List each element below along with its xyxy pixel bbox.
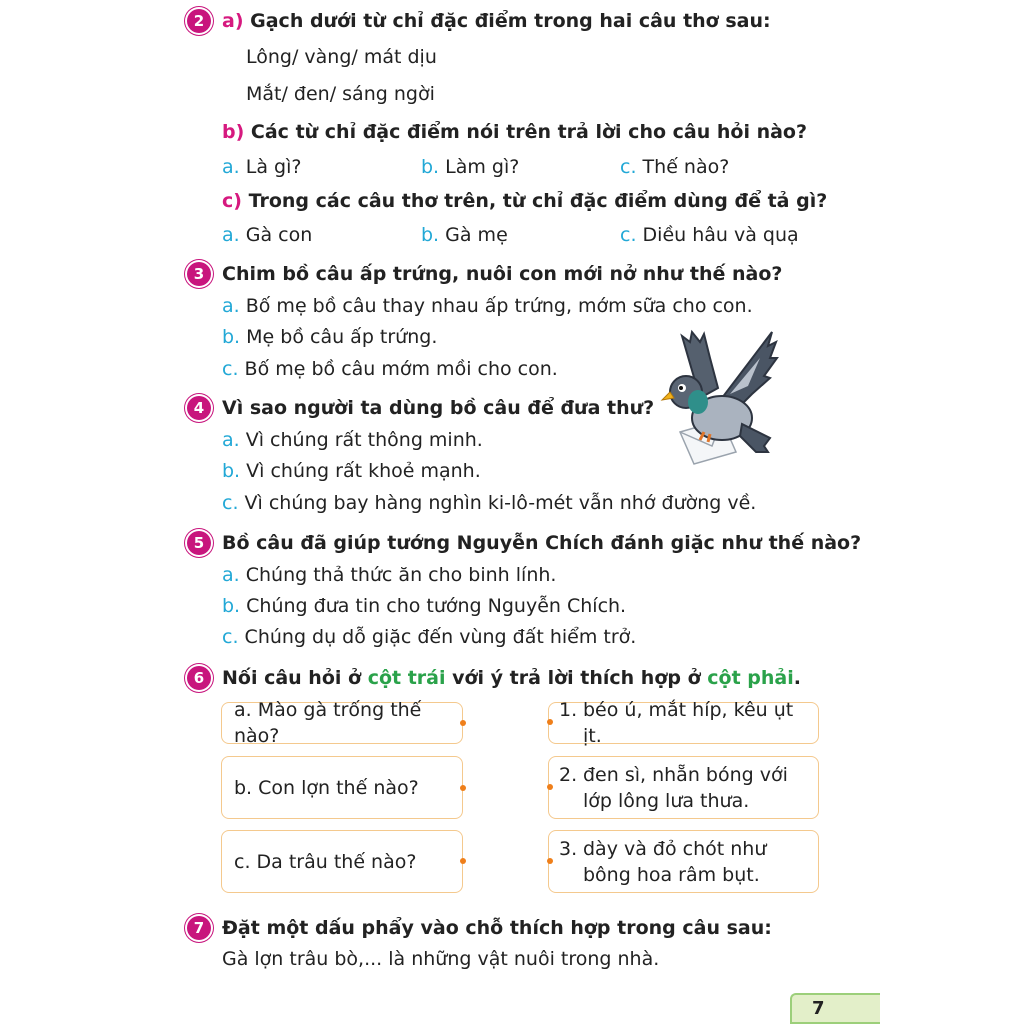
q2c-option-b: b. Gà mẹ [421, 224, 508, 246]
pigeon-with-letter-illustration [660, 328, 780, 468]
match-left-c[interactable]: c. Da trâu thế nào? [221, 830, 463, 893]
q3-option-b: b. Mẹ bồ câu ấp trứng. [222, 326, 438, 348]
question-number-5: 5 [187, 531, 211, 555]
q2a-prompt [222, 9, 771, 33]
q3-option-a: a. Bố mẹ bồ câu thay nhau ấp trứng, mớm sữa cho con. [222, 295, 753, 317]
question-number-3: 3 [187, 262, 211, 286]
poem-line-1: Lông/ vàng/ mát dịu [246, 46, 437, 68]
q5-text: Bồ câu đã giúp tướng Nguyễn Chích đánh giặc như thế nào? [222, 532, 862, 554]
q2b-label: b) [222, 121, 245, 143]
q4-option-b: b. Vì chúng rất khoẻ mạnh. [222, 460, 481, 482]
question-number-7: 7 [187, 916, 211, 940]
q2b-option-a: a. Là gì? [222, 156, 302, 178]
match-right-3[interactable]: 3. dày và đỏ chót như bông hoa râm bụt. [548, 830, 819, 893]
q2b-prompt [222, 120, 807, 144]
question-number-6: 6 [187, 666, 211, 690]
q2a-label: a) [222, 10, 244, 32]
q5-option-c: c. Chúng dụ dỗ giặc đến vùng đất hiểm trở. [222, 626, 637, 648]
q5-option-b: b. Chúng đưa tin cho tướng Nguyễn Chích. [222, 595, 627, 617]
q2b-text: Các từ chỉ đặc điểm nói trên trả lời cho câu hỏi nào? [250, 121, 807, 143]
match-dot-right-1[interactable] [547, 719, 553, 725]
match-dot-left-c[interactable] [460, 858, 466, 864]
match-dot-right-3[interactable] [547, 858, 553, 864]
question-number-4: 4 [187, 396, 211, 420]
match-right-1[interactable]: 1. béo ú, mắt híp, kêu ụt ịt. [548, 702, 819, 744]
q4-option-a: a. Vì chúng rất thông minh. [222, 429, 483, 451]
match-dot-left-b[interactable] [460, 785, 466, 791]
q7-sentence: Gà lợn trâu bò,... là những vật nuôi trong nhà. [222, 948, 660, 970]
q5-option-a: a. Chúng thả thức ăn cho binh lính. [222, 564, 557, 586]
left-column-label: cột trái [367, 667, 446, 689]
match-right-2[interactable]: 2. đen sì, nhẵn bóng với lớp lông lưa thưa. [548, 756, 819, 819]
match-left-a[interactable]: a. Mào gà trống thế nào? [221, 702, 463, 744]
q4-option-c: c. Vì chúng bay hàng nghìn ki-lô-mét vẫn nhớ đường về. [222, 492, 757, 514]
q2c-text: Trong các câu thơ trên, từ chỉ đặc điểm dùng để tả gì? [248, 190, 828, 212]
page-number: 7 [812, 998, 825, 1019]
page-number-tab [790, 993, 880, 1024]
match-dot-left-a[interactable] [460, 720, 466, 726]
q3-option-c: c. Bố mẹ bồ câu mớm mồi cho con. [222, 358, 558, 380]
q6-text: Nối câu hỏi ở cột trái với ý trả lời thích hợp ở cột phải. [222, 667, 801, 689]
question-number-2: 2 [187, 9, 211, 33]
q2c-option-c: c. Diều hâu và quạ [620, 224, 799, 246]
q2a-text: Gạch dưới từ chỉ đặc điểm trong hai câu thơ sau: [250, 10, 771, 32]
q2c-prompt [222, 189, 827, 213]
q3-text: Chim bồ câu ấp trứng, nuôi con mới nở như thế nào? [222, 263, 783, 285]
match-dot-right-2[interactable] [547, 784, 553, 790]
poem-line-2: Mắt/ đen/ sáng ngời [246, 83, 435, 105]
match-left-b[interactable]: b. Con lợn thế nào? [221, 756, 463, 819]
q2b-option-b: b. Làm gì? [421, 156, 520, 178]
q7-text: Đặt một dấu phẩy vào chỗ thích hợp trong câu sau: [222, 917, 772, 939]
q2c-label: c) [222, 190, 242, 212]
q2c-option-a: a. Gà con [222, 224, 313, 246]
q4-text: Vì sao người ta dùng bồ câu để đưa thư? [222, 397, 655, 419]
right-column-label: cột phải [707, 667, 794, 689]
q2b-option-c: c. Thế nào? [620, 156, 730, 178]
